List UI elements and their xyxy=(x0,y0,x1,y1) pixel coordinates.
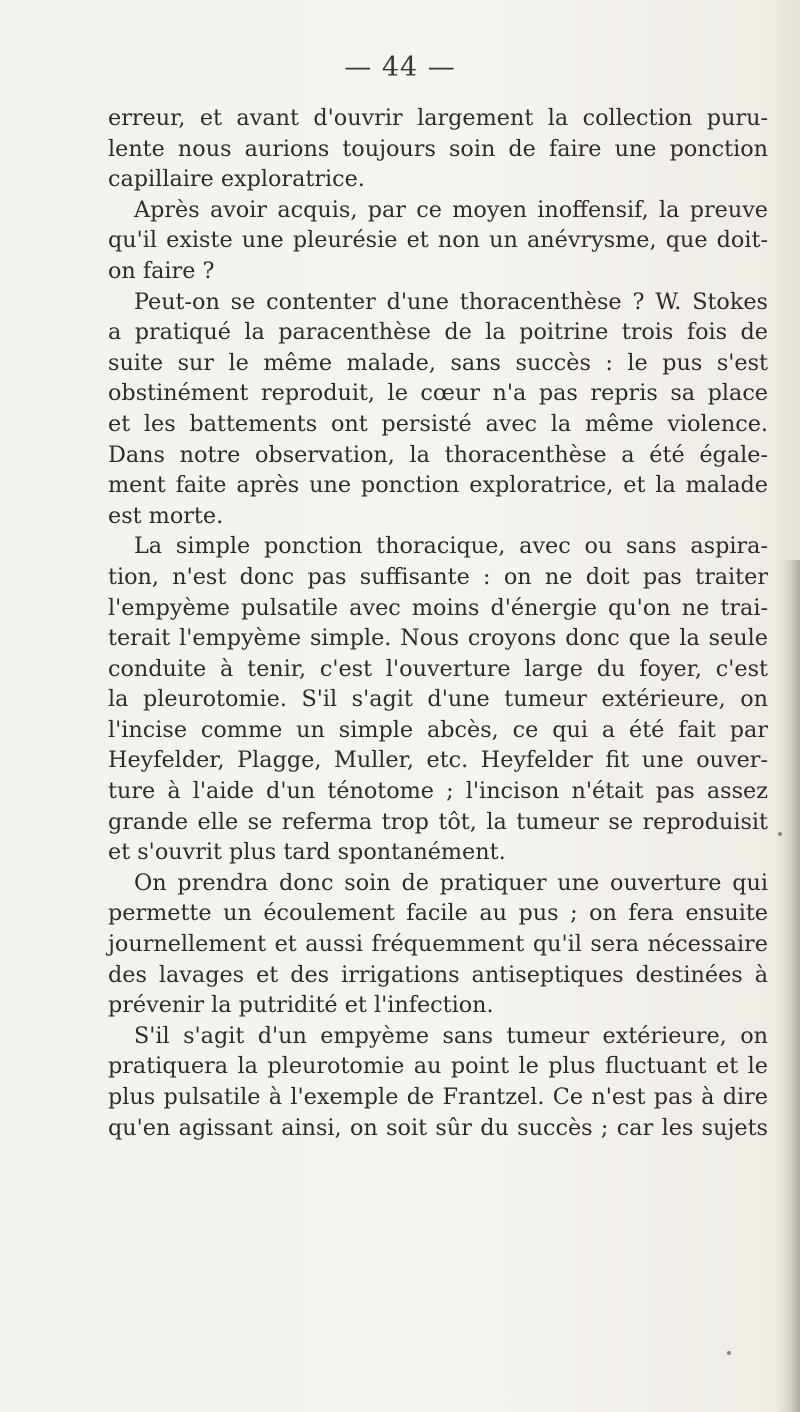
speck-mark xyxy=(778,832,782,836)
text-line: ment faite après une ponction exploratrice, et la malade xyxy=(108,472,768,499)
text-line: erreur, et avant d'ouvrir largement la collection puru- xyxy=(108,105,768,131)
text-line: On prendra donc soin de pratiquer une ouverture qui xyxy=(134,869,768,896)
paragraph xyxy=(108,531,768,868)
text-line: plus pulsatile à l'exemple de Frantzel. Ce n'est pas à dire xyxy=(108,1084,768,1110)
text-line: permette un écoulement facile au pus ; on fera ensuite xyxy=(108,900,768,927)
text-line: qu'en agissant ainsi, on soit sûr du succès ; car les sujets xyxy=(108,1114,768,1141)
text-line: Après avoir acquis, par ce moyen inoffensif, la preuve xyxy=(134,196,768,223)
text-line: et les battements ont persisté avec la même violence. xyxy=(108,410,768,437)
page-edge-shadow xyxy=(778,560,800,1412)
text-line: tion, n'est donc pas suffisante : on ne doit pas traiter xyxy=(108,563,768,590)
paragraph xyxy=(108,103,768,195)
text-line: est morte. xyxy=(108,502,224,529)
text-line: la pleurotomie. S'il s'agit d'une tumeur extérieure, on xyxy=(108,686,768,713)
paragraph xyxy=(108,1021,768,1143)
text-line: l'incise comme un simple abcès, ce qui a été fait par xyxy=(108,716,768,743)
text-line: suite sur le même malade, sans succès : le pus s'est xyxy=(108,349,768,376)
body-text xyxy=(108,103,768,1143)
text-line: pratiquera la pleurotomie au point le plus fluctuant et le xyxy=(108,1053,768,1080)
text-line: des lavages et des irrigations antiseptiques destinées à xyxy=(108,961,768,988)
text-line: on faire ? xyxy=(108,257,215,284)
paragraph xyxy=(108,195,768,287)
text-line: ture à l'aide d'un ténotome ; l'incison n'était pas assez xyxy=(108,778,768,805)
text-line: et s'ouvrit plus tard spontanément. xyxy=(108,839,506,866)
text-line: l'empyème pulsatile avec moins d'énergie qu'on ne trai- xyxy=(108,594,768,621)
text-line: qu'il existe une pleurésie et non un anévrysme, que doit- xyxy=(108,227,768,254)
text-line: prévenir la putridité et l'infection. xyxy=(108,992,494,1019)
text-line: Peut-on se contenter d'une thoracenthèse ? W. Stokes xyxy=(134,288,768,315)
text-line: grande elle se referma trop tôt, la tumeur se reproduisit xyxy=(108,808,768,835)
paragraph xyxy=(108,287,768,532)
text-line: capillaire exploratrice. xyxy=(108,166,365,193)
page-number: — 44 — xyxy=(344,52,456,83)
text-line: Heyfelder, Plagge, Muller, etc. Heyfelder fit une ouver- xyxy=(108,747,768,774)
text-line: S'il s'agit d'un empyème sans tumeur extérieure, on xyxy=(134,1022,768,1049)
text-line: conduite à tenir, c'est l'ouverture large du foyer, c'est xyxy=(108,655,768,682)
text-line: Dans notre observation, la thoracenthèse a été égale- xyxy=(108,441,768,468)
text-line: La simple ponction thoracique, avec ou sans aspira- xyxy=(134,533,768,560)
text-line: lente nous aurions toujours soin de faire une ponction xyxy=(108,135,768,162)
speck-mark xyxy=(727,1351,731,1355)
text-line: journellement et aussi fréquemment qu'il sera nécessaire xyxy=(108,931,768,958)
text-line: terait l'empyème simple. Nous croyons donc que la seule xyxy=(108,625,768,652)
paragraph xyxy=(108,868,768,1021)
text-line: a pratiqué la paracenthèse de la poitrine trois fois de xyxy=(108,319,768,346)
text-line: obstinément reproduit, le cœur n'a pas repris sa place xyxy=(108,380,768,407)
